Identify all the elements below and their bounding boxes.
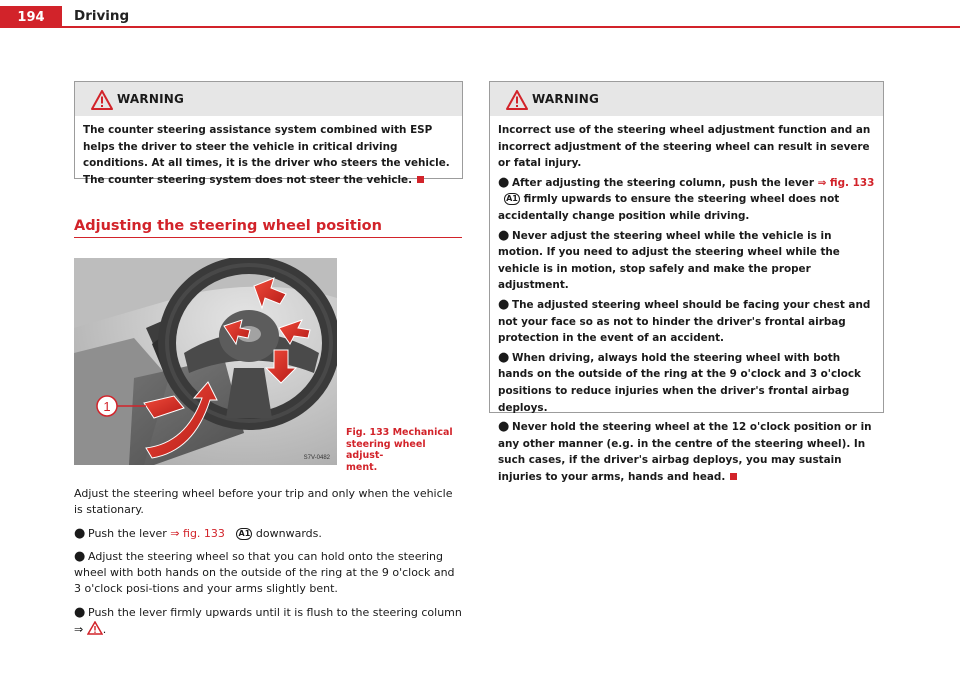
- page-number: 194: [0, 6, 62, 28]
- warning-text: [490, 116, 883, 494]
- bullet-icon: ●: [498, 227, 510, 243]
- item-text: After adjusting the steering column, push the lever: [512, 176, 814, 189]
- warning-item: [498, 297, 875, 347]
- warning-triangle-icon: [87, 621, 103, 635]
- warning-item: [498, 228, 875, 294]
- figure-callout-label: 1: [103, 399, 111, 414]
- item-text: Push the lever firmly upwards until it is flush to the steering column: [88, 605, 462, 619]
- warning-intro: Incorrect use of the steering wheel adjustment function and an incorrect adjustment of the steering wheel can result in severe or fatal injury.: [498, 124, 871, 170]
- warning-item: [498, 175, 875, 225]
- warning-title: WARNING: [117, 92, 185, 106]
- item-text: Push the lever: [88, 526, 167, 540]
- warning-link[interactable]: ⇒ .: [74, 623, 107, 637]
- bullet-icon: ●: [74, 604, 86, 620]
- warning-triangle-icon: [91, 90, 113, 110]
- figure-link[interactable]: ⇒ fig. 133: [817, 176, 875, 189]
- list-item: [74, 605, 464, 639]
- intro-text: Adjust the steering wheel before your trip and only when the vehicle is stationary.: [74, 487, 453, 517]
- warning-header: [75, 82, 462, 116]
- bullet-icon: ●: [498, 419, 510, 435]
- chapter-title: Driving: [74, 8, 130, 24]
- figure-link[interactable]: ⇒ fig. 133: [170, 526, 225, 540]
- section-heading: Adjusting the steering wheel position: [74, 218, 382, 234]
- item-text: firmly upwards to ensure the steering wheel does not accidentally change position while driving.: [498, 193, 840, 222]
- item-text: Never hold the steering wheel at the 12 o'clock position or in any other manner (e.g. in the centre of the steering wheel). In such cases, if the driver's airbag deploys, you may sustain injuries to your arms, hands and head.: [498, 421, 872, 483]
- warning-item: [498, 350, 875, 416]
- warning-triangle-icon: [506, 90, 528, 110]
- end-marker-icon: [730, 473, 737, 480]
- warning-box-right: [489, 81, 884, 483]
- caption-line: steering wheel adjust-: [346, 438, 426, 461]
- warning-paragraph: The counter steering assistance system combined with ESP helps the driver to steer the vehicle in critical driving conditions. At all times, it is the driver who steers the vehicle. The counter steering system does not steer the vehicle.: [83, 124, 450, 186]
- callout-badge: A1: [236, 528, 252, 540]
- warning-box-left: [74, 81, 463, 186]
- header-rule: [62, 26, 960, 28]
- item-text: The adjusted steering wheel should be facing your chest and not your face so as not to hinder the driver's frontal airbag protection in the event of an accident.: [498, 298, 871, 345]
- intro-paragraph: [74, 486, 464, 519]
- section-rule: [74, 237, 462, 238]
- bullet-icon: ●: [498, 296, 510, 312]
- warning-header: [490, 82, 883, 116]
- list-item: [74, 549, 464, 598]
- item-text: Never adjust the steering wheel while the vehicle is in motion. If you need to adjust the steering wheel while the vehicle is in motion, stop safely and make the proper adjustment.: [498, 229, 840, 292]
- page-header: [0, 0, 960, 28]
- bullet-icon: ●: [74, 525, 86, 541]
- item-text: downwards.: [255, 526, 322, 540]
- bullet-icon: ●: [498, 174, 510, 190]
- callout-badge: A1: [504, 193, 520, 205]
- warning-item: [498, 419, 875, 485]
- figure-caption: [346, 427, 456, 473]
- warning-title: WARNING: [532, 92, 600, 106]
- figure-steering-wheel: [74, 258, 337, 465]
- list-item: [74, 526, 464, 542]
- caption-line: ment.: [346, 461, 378, 473]
- instructions: [74, 486, 464, 638]
- steering-wheel-illustration: [74, 258, 337, 465]
- bullet-icon: ●: [74, 548, 86, 564]
- figure-code: S7V-0482: [303, 455, 330, 461]
- bullet-icon: ●: [498, 349, 510, 365]
- warning-text: [75, 116, 462, 197]
- caption-line: Fig. 133 Mechanical: [346, 427, 453, 438]
- end-marker-icon: [417, 176, 424, 183]
- item-text: Adjust the steering wheel so that you can hold onto the steering wheel with both hands on the outside of the ring at the 9 o'clock and 3 o'clock posi-tions and your arms slightly bent.: [74, 549, 455, 596]
- item-text: When driving, always hold the steering wheel with both hands on the outside of the ring at the 9 o'clock and 3 o'clock positions to reduce injuries when the driver's frontal airbag deploys.: [498, 351, 861, 414]
- arrow-text: ⇒: [74, 623, 84, 637]
